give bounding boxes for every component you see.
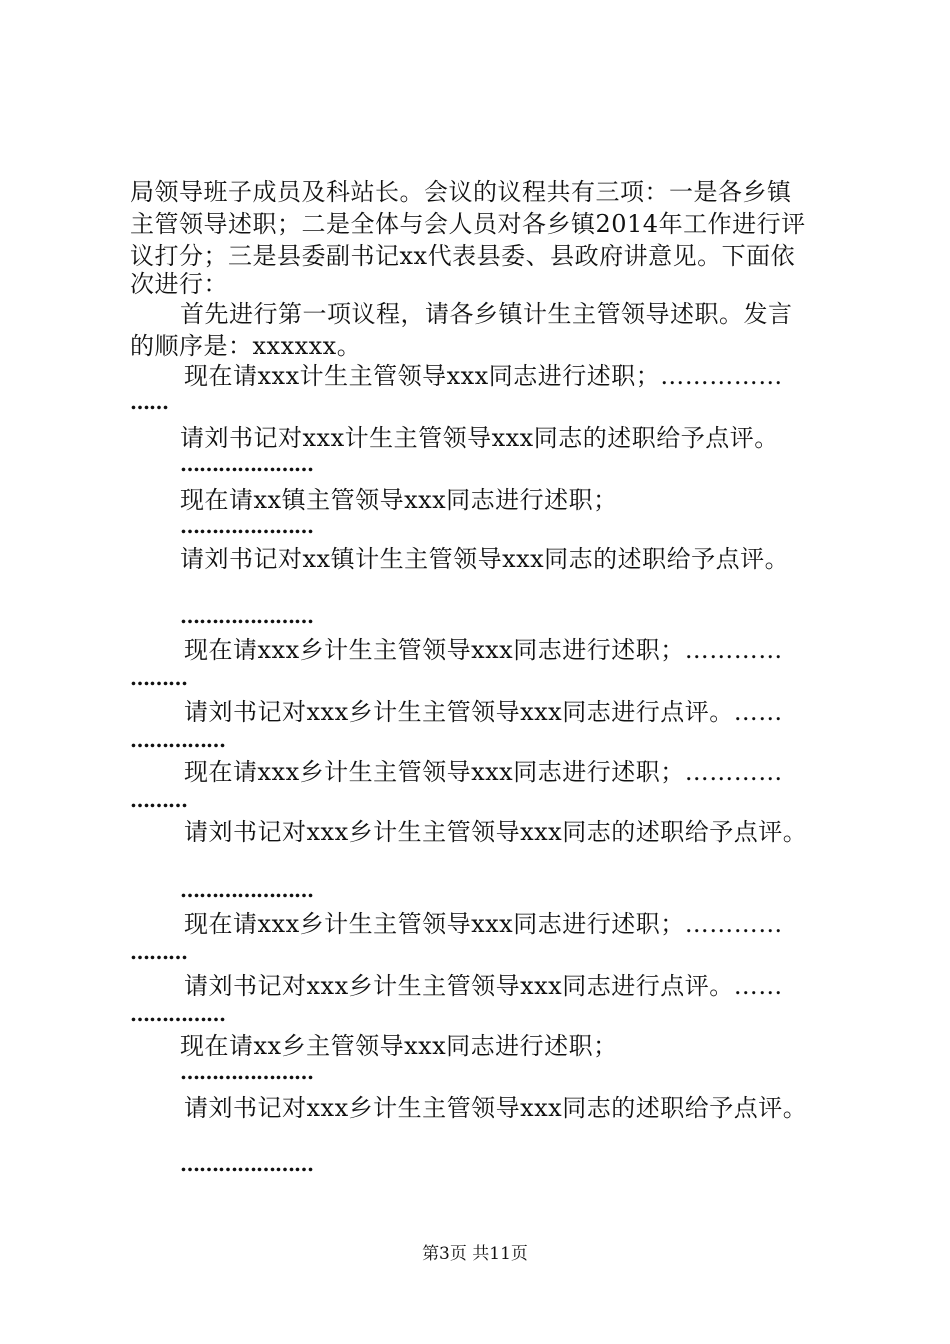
page-footer: 第3页 共11页	[422, 1244, 528, 1264]
agenda-item-text: 请刘书记对xxx计生主管领导xxx同志的述职给予点评。	[180, 424, 779, 452]
agenda-item-text: 请刘书记对xxx乡计生主管领导xxx同志的述职给予点评。	[184, 1094, 808, 1122]
ellipsis-continuation: ………	[130, 940, 187, 964]
ellipsis-continuation: …………………	[180, 514, 313, 538]
paragraph-line: 局领导班子成员及科站长。会议的议程共有三项：一是各乡镇	[130, 178, 792, 206]
paragraph-line: 的顺序是：xxxxxx。	[130, 332, 362, 360]
ellipsis-continuation: …………………	[180, 878, 313, 902]
agenda-item-text: 现在请xxx乡计生主管领导xxx同志进行述职；…………	[184, 636, 783, 664]
ellipsis-continuation: …………………	[180, 1152, 313, 1176]
ellipsis-continuation: …………………	[180, 604, 313, 628]
agenda-item-text: 现在请xxx计生主管领导xxx同志进行述职；……………	[184, 362, 783, 390]
ellipsis-continuation: …………………	[180, 452, 313, 476]
ellipsis-continuation: ……………	[130, 728, 225, 752]
agenda-item-text: 请刘书记对xxx乡计生主管领导xxx同志的述职给予点评。	[184, 818, 808, 846]
agenda-item-text: 请刘书记对xx镇计生主管领导xxx同志的述职给予点评。	[180, 545, 790, 573]
agenda-item-text: 现在请xxx乡计生主管领导xxx同志进行述职；…………	[184, 910, 783, 938]
agenda-item-text: 现在请xx镇主管领导xxx同志进行述职；	[180, 486, 618, 514]
ellipsis-continuation: ………	[130, 666, 187, 690]
paragraph-line: 主管领导述职；二是全体与会人员对各乡镇2014年工作进行评	[130, 210, 806, 238]
agenda-item-text: 请刘书记对xxx乡计生主管领导xxx同志进行点评。……	[184, 698, 783, 726]
paragraph-line: 议打分；三是县委副书记xx代表县委、县政府讲意见。下面依	[130, 242, 796, 270]
ellipsis-continuation: ……	[130, 390, 168, 414]
paragraph-line: 首先进行第一项议程，请各乡镇计生主管领导述职。发言	[180, 300, 793, 328]
ellipsis-continuation: …………………	[180, 1060, 313, 1084]
ellipsis-continuation: ………	[130, 788, 187, 812]
ellipsis-continuation: ……………	[130, 1002, 225, 1026]
paragraph-line: 次进行：	[130, 270, 228, 298]
agenda-item-text: 现在请xxx乡计生主管领导xxx同志进行述职；…………	[184, 758, 783, 786]
agenda-item-text: 请刘书记对xxx乡计生主管领导xxx同志进行点评。……	[184, 972, 783, 1000]
agenda-item-text: 现在请xx乡主管领导xxx同志进行述职；	[180, 1032, 618, 1060]
